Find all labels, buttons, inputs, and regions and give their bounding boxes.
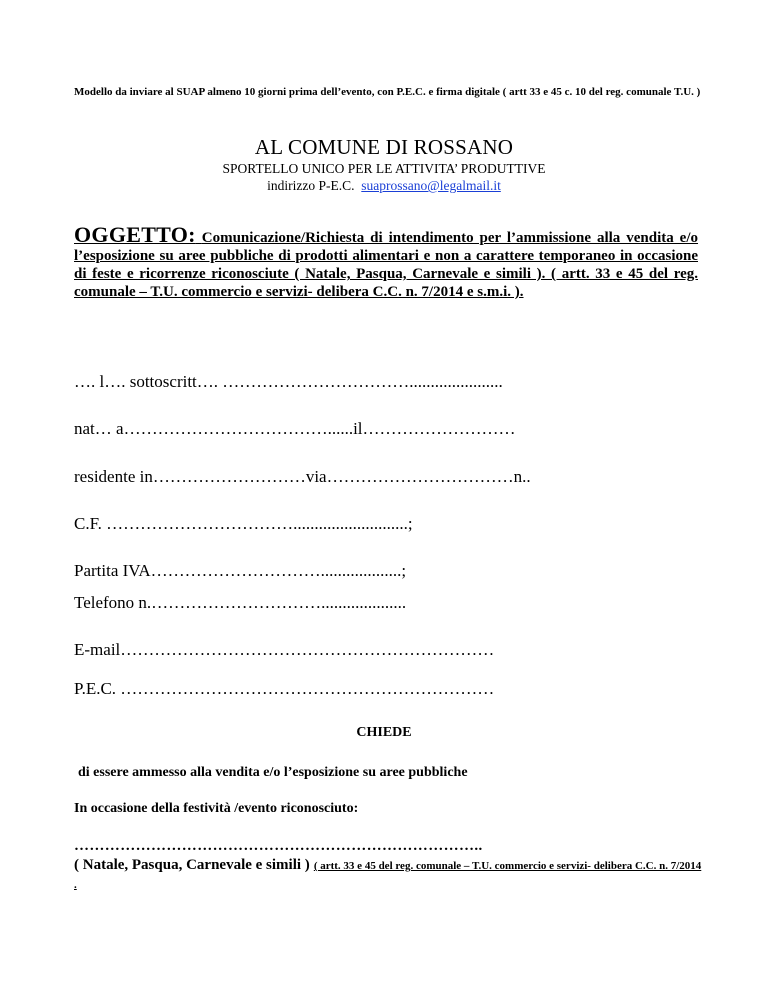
field-cf: C.F. ……………………………...........................; [74, 514, 413, 533]
recipient-title: AL COMUNE DI ROSSANO [254, 135, 514, 159]
pec-email-link[interactable]: suaprossano@legalmail.it [361, 178, 501, 193]
occasion-examples [74, 856, 704, 894]
recipient-pec [0, 177, 768, 194]
field-phone: Telefono n.………………………….................... [74, 593, 407, 612]
pec-label: indirizzo P-E.C. [267, 178, 355, 193]
occasion-label: In occasione della festività /evento riconosciuto: [74, 801, 359, 816]
field-birth: nat… a………………………………......il……………………… [74, 419, 516, 438]
occasion-fill-line: …………………………………………………………………….. [74, 838, 483, 854]
chiede-heading: CHIEDE [356, 725, 412, 740]
examples-ref: ( artt. 33 e 45 del reg. comunale – T.U. commercio e servizi- delibera C.C. n. 7/2014 . [74, 860, 702, 891]
field-pec: P.E.C. ………………………………………………………… [74, 679, 495, 698]
field-email: E-mail………………………………………………………… [74, 640, 495, 659]
field-signer: …. l…. sottoscritt…. ……………………………...................... [74, 372, 503, 391]
field-residence: residente in………………………via……………………………n.. [74, 467, 531, 486]
request-text: di essere ammesso alla vendita e/o l’esposizione su aree pubbliche [78, 765, 468, 780]
recipient-address [0, 134, 768, 194]
subject-keyword: OGGETTO: [74, 222, 196, 247]
subject-text: Comunicazione/Richiesta di intendimento per l’ammissione alla vendita e/o l’esposizione su aree pubbliche di prodotti alimentari e non a carattere temporaneo in occasione di feste e ricorrenze riconosciute ( Natale, Pasqua, Carnevale e simili ). ( artt. 33 e 45 del reg. comunale – T.U. commercio e servizi- delibera C.C. n. 7/2014 e s.m.i. ). [74, 230, 699, 300]
header-note: Modello da inviare al SUAP almeno 10 giorni prima dell’evento, con P.E.C. e firma digitale ( artt 33 e 45 c. 10 del reg. comunale T.U. ) [74, 86, 701, 98]
field-vat: Partita IVA…………………………...................; [74, 561, 407, 580]
subject-paragraph [74, 222, 699, 301]
examples-main: ( Natale, Pasqua, Carnevale e simili ) [74, 857, 310, 873]
recipient-office: SPORTELLO UNICO PER LE ATTIVITA’ PRODUTTIVE [222, 161, 546, 176]
